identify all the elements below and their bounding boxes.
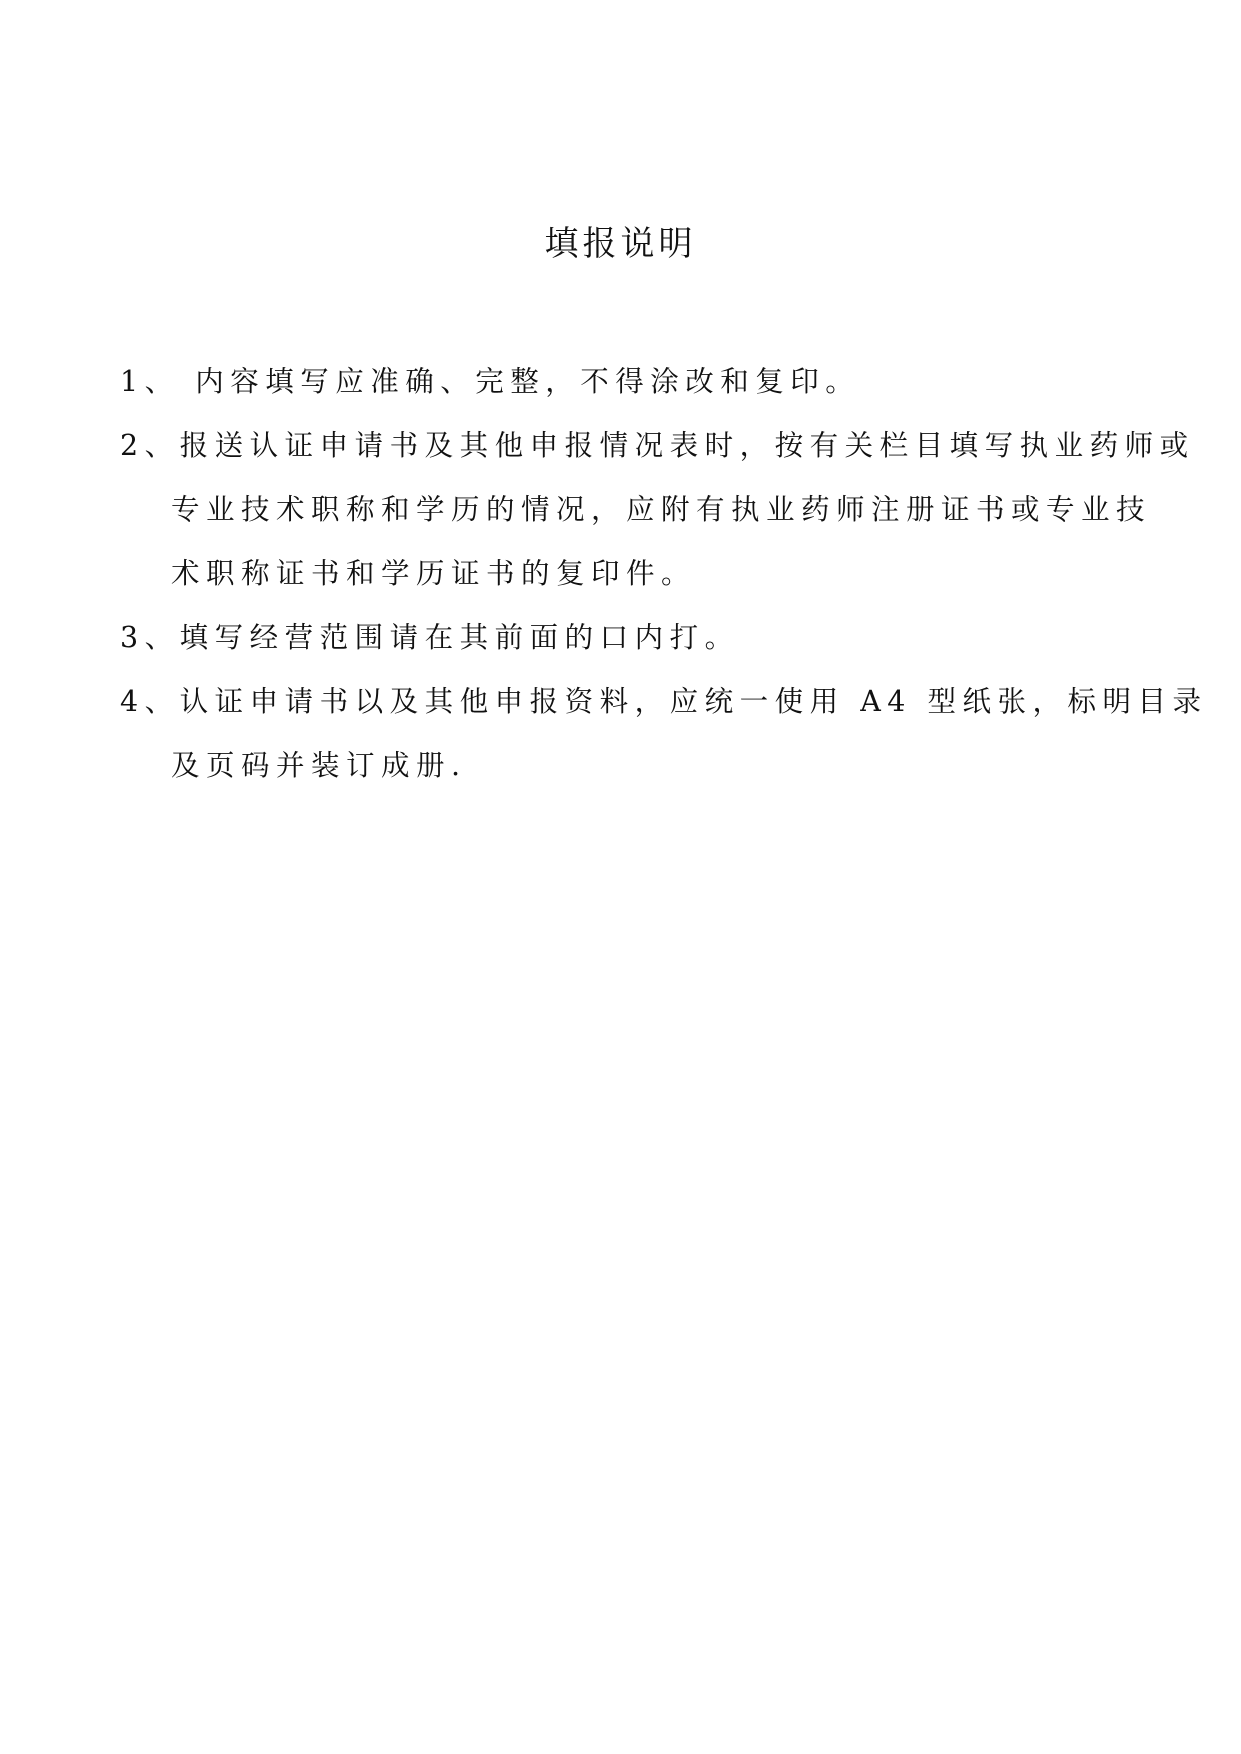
instruction-2-line-1: 2、报送认证申请书及其他申报情况表时，按有关栏目填写执业药师或 (120, 429, 1195, 462)
instruction-item-4 (120, 670, 1208, 798)
instruction-4-line-2: 及页码并装订成册. (171, 749, 467, 782)
instruction-2-line-2: 专业技术职称和学历的情况，应附有执业药师注册证书或专业技 (171, 493, 1152, 526)
instruction-item-1 (120, 350, 1130, 414)
instructions-list (120, 350, 1208, 798)
instruction-3-line-1: 3、填写经营范围请在其前面的口内打。 (120, 621, 740, 654)
instruction-1-line-1: 1、 内容填写应准确、完整，不得涂改和复印。 (120, 365, 861, 398)
instruction-item-3 (120, 606, 1130, 670)
instruction-item-2 (120, 414, 1195, 606)
instruction-2-line-3: 术职称证书和学历证书的复印件。 (171, 557, 697, 590)
instruction-4-line-1: 4、认证申请书以及其他申报资料，应统一使用 A4 型纸张，标明目录 (120, 685, 1208, 718)
page-title: 填报说明 (544, 224, 697, 264)
